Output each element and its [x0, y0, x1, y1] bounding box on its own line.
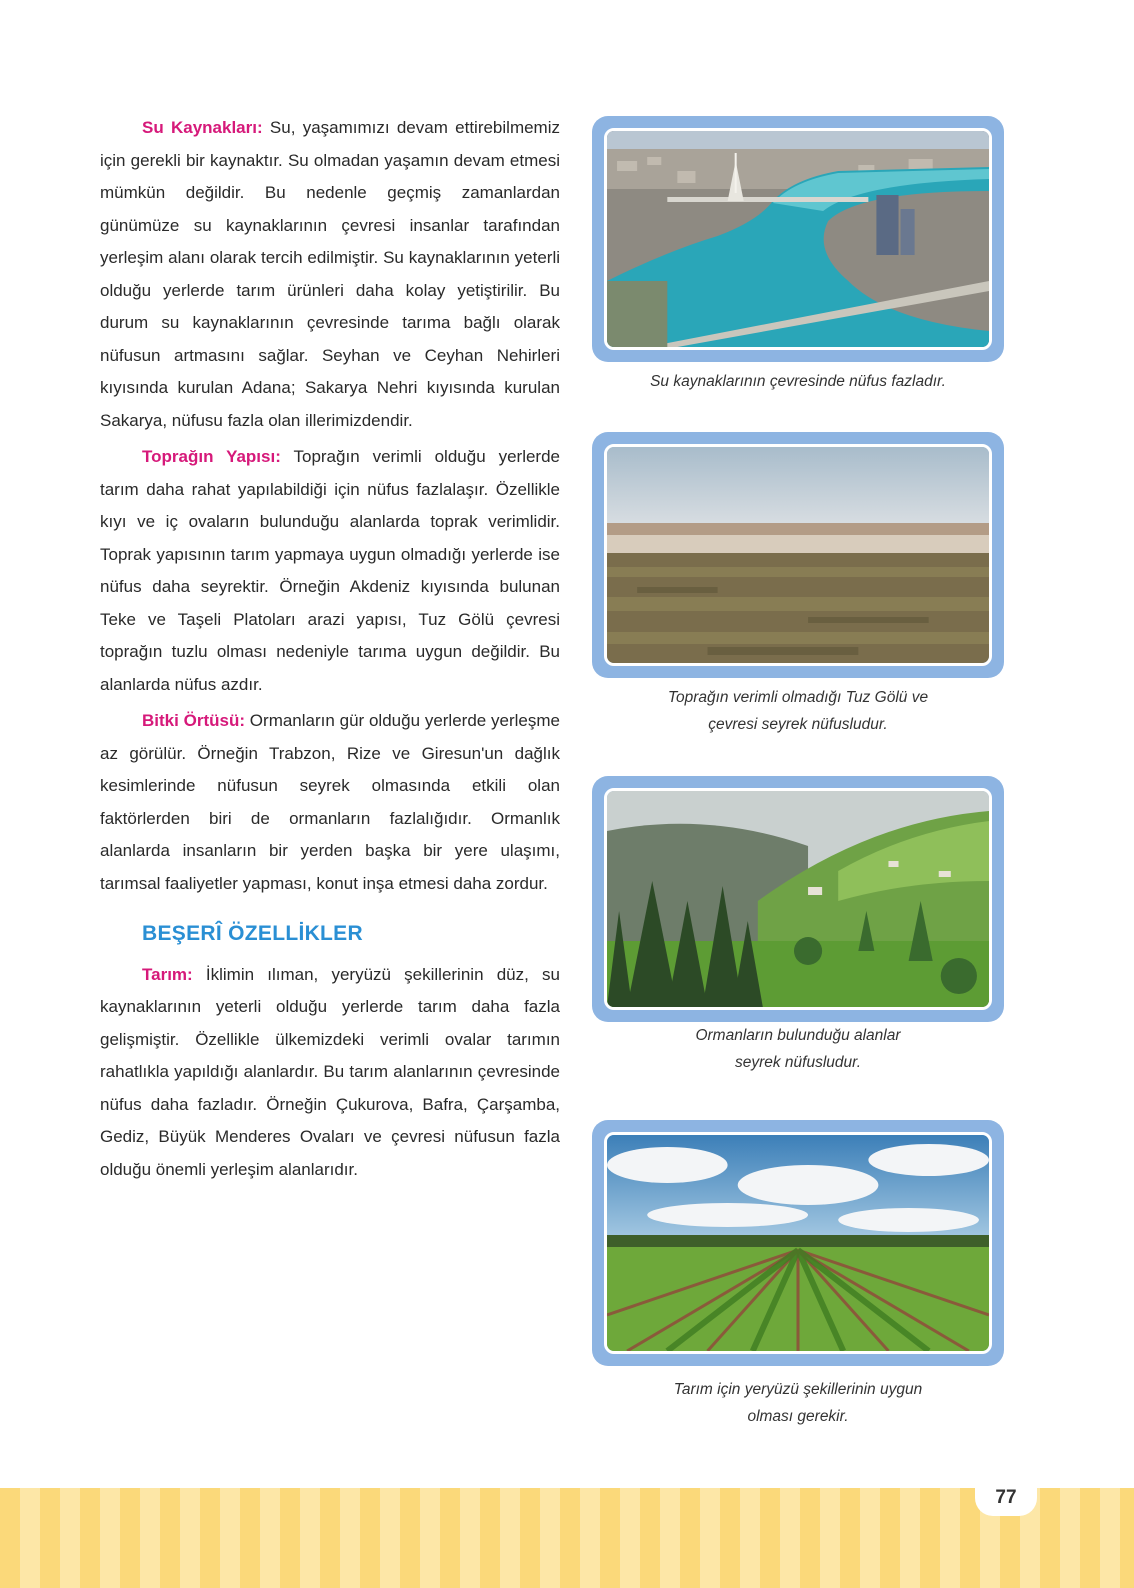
caption-forest-line-1: Ormanların bulunduğu alanlar	[695, 1027, 901, 1044]
term-vegetation: Bitki Örtüsü:	[142, 711, 246, 730]
footer-stripes	[0, 1488, 1134, 1588]
photo-frame-forest	[592, 776, 1004, 1022]
photo-frame-river	[592, 116, 1004, 362]
paragraph-water-text: Su, yaşamımızı devam ettirebilmemiz için gerekli bir kaynaktır. Su olmadan yaşamın devam etmesi mümkün değildir. Bu nedenle geçmiş zamanlardan günümüze su kaynaklarının çevresi insanlar tarafından yerleşim alanı olarak tercih edilmiştir. Su kaynaklarının yeterli olduğu yerlerde tarım ürünleri daha kolay yetiştirilir. Bu durum su kaynaklarının çevresinde tarıma bağlı olarak nüfusun artmasını sağlar. Seyhan ve Ceyhan Nehirleri kıyısında kurulan Adana; Sakarya Nehri kıyısında kurulan Sakarya, nüfusu fazla olan illerimizdendir.	[100, 118, 560, 430]
caption-river-line: Su kaynaklarının çevresinde nüfus fazladır.	[650, 373, 946, 390]
paragraph-agriculture-text: İklimin ılıman, yeryüzü şekillerinin düz, su kaynaklarının yeterli olduğu yerlerde tarım daha fazla gelişmiştir. Özellikle ülkemizdeki verimli ovalar tarımın rahatlıkla yapıldığı alanlardır. Bu tarım alanlarının çevresinde nüfus daha fazladır. Örneğin Çukurova, Bafra, Çarşamba, Gediz, Büyük Menderes Ovaları ve çevresi nüfusun fazla olduğu önemli yerleşim alanlarıdır.	[100, 964, 560, 1179]
body-text-column	[100, 112, 560, 1186]
term-agriculture: Tarım:	[142, 964, 193, 984]
river-city-photo	[607, 131, 989, 347]
photo-frame-lake	[592, 432, 1004, 678]
paragraph-soil-text: Toprağın verimli olduğu yerlerde tarım daha rahat yapılabildiği için nüfus fazlalaşır. Özellikle kıyı ve iç ovaların bulunduğu alanlarda toprak verimlidir. Toprak yapısının tarım yapmaya uygun olmadığı yerlerde ise nüfus daha seyrektir. Örneğin Akdeniz kıyısında bulunan Teke ve Taşeli Platoları arazi yapısı, Tuz Gölü çevresi toprağın tuzlu olması nedeniyle tarıma uygun değildir. Bu alanlarda nüfus azdır.	[100, 447, 560, 694]
caption-forest	[592, 1022, 1004, 1076]
page-number: 77	[975, 1480, 1037, 1516]
section-heading-human-features: BEŞERÎ ÖZELLİKLER	[142, 922, 363, 945]
caption-river	[592, 368, 1004, 395]
paragraph-agriculture	[100, 959, 560, 1187]
paragraph-water-resources	[100, 112, 560, 437]
photo-frame-farm	[592, 1120, 1004, 1366]
caption-lake-line-2: çevresi seyrek nüfusludur.	[708, 716, 888, 733]
farmland-photo	[607, 1135, 989, 1351]
paragraph-vegetation-text: Ormanların gür olduğu yerlerde yerleşme az görülür. Örneğin Trabzon, Rize ve Giresun'un dağlık kesimlerinde nüfusun seyrek olmasında etkili olan faktörlerden biri de ormanların fazlalığıdır. Ormanlık alanlarda insanların bir yerden başka bir yere ulaşımı, tarımsal faaliyetler yapması, konut inşa etmesi daha zordur.	[100, 711, 560, 893]
caption-forest-line-2: seyrek nüfusludur.	[734, 1054, 862, 1071]
forest-photo	[607, 791, 989, 1007]
salt-lake-photo	[607, 447, 989, 663]
caption-lake	[592, 684, 1004, 738]
term-water-resources: Su Kaynakları:	[142, 118, 263, 137]
caption-lake-line-1: Toprağın verimli olmadığı Tuz Gölü ve	[667, 689, 929, 706]
term-soil-structure: Toprağın Yapısı:	[142, 447, 281, 466]
paragraph-vegetation	[100, 705, 560, 900]
caption-farm-line-1: Tarım için yeryüzü şekillerinin uygun	[673, 1381, 923, 1398]
caption-farm	[592, 1376, 1004, 1430]
caption-farm-line-2: olması gerekir.	[747, 1408, 849, 1425]
paragraph-soil-structure	[100, 441, 560, 701]
